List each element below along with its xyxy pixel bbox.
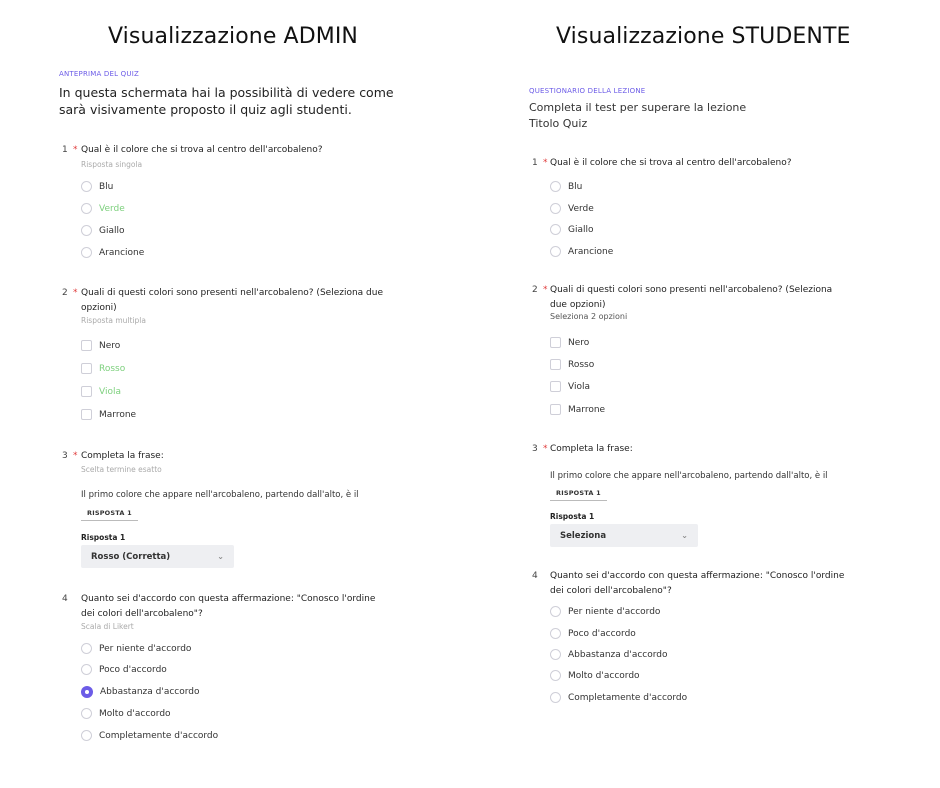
checkbox[interactable] — [81, 340, 92, 351]
option-label: Poco d'accordo — [568, 628, 636, 639]
checkbox-option[interactable] — [550, 404, 605, 415]
checkbox[interactable] — [81, 386, 92, 397]
option-label: Completamente d'accordo — [568, 692, 688, 703]
question-number: 4 — [62, 594, 68, 604]
option-label: Arancione — [99, 247, 145, 258]
checkbox[interactable] — [550, 381, 561, 392]
question-number: 3 — [532, 444, 538, 454]
fill-in-sentence: Il primo colore che appare nell'arcobaleno, partendo dall'alto, è il — [81, 490, 359, 500]
question-text: Completa la frase: — [81, 451, 164, 461]
question-type-hint: Risposta singola — [81, 160, 143, 169]
chevron-down-icon: ⌄ — [681, 531, 688, 540]
likert-option[interactable] — [81, 730, 218, 741]
question-text: Quali di questi colori sono presenti nell'arcobaleno? (Seleziona due opzioni) — [81, 288, 384, 313]
checkbox-option[interactable] — [81, 409, 136, 420]
checkbox-option[interactable] — [550, 337, 589, 348]
radio-button[interactable] — [550, 224, 561, 235]
checkbox[interactable] — [550, 359, 561, 370]
question-text: Quanto sei d'accordo con questa affermazione: "Conosco l'ordine dei colori dell'arcobaleno"? — [81, 594, 376, 619]
question-type-hint: Scala di Likert — [81, 622, 134, 631]
option-label: Nero — [99, 340, 121, 351]
option-label: Arancione — [568, 246, 614, 257]
answer-label: Risposta 1 — [81, 533, 126, 542]
radio-option[interactable] — [550, 224, 594, 235]
likert-option[interactable] — [550, 692, 687, 703]
option-label: Nero — [568, 337, 590, 348]
required-marker: * — [73, 288, 78, 298]
option-label: Poco d'accordo — [99, 664, 167, 675]
admin-intro: In questa schermata hai la possibilità di vedere come sarà visivamente proposto il quiz agli studenti. — [59, 85, 394, 117]
option-label: Blu — [99, 181, 114, 192]
option-label: Marrone — [568, 404, 606, 415]
answer-select[interactable] — [81, 545, 234, 568]
checkbox-option[interactable] — [81, 340, 120, 351]
question-type-hint: Scelta termine esatto — [81, 465, 162, 474]
radio-button[interactable] — [81, 730, 92, 741]
radio-button[interactable] — [550, 246, 561, 257]
likert-option[interactable] — [550, 628, 636, 639]
question-number: 2 — [62, 288, 68, 298]
option-label: Per niente d'accordo — [568, 606, 661, 617]
radio-button[interactable] — [81, 664, 92, 675]
radio-button[interactable] — [81, 643, 92, 654]
option-label: Verde — [99, 203, 125, 214]
radio-option[interactable] — [81, 247, 144, 258]
likert-option-selected[interactable] — [81, 686, 200, 698]
question-number: 1 — [62, 145, 68, 155]
radio-option[interactable] — [550, 203, 594, 214]
option-label: Viola — [568, 381, 590, 392]
required-marker: * — [543, 285, 548, 295]
option-label: Giallo — [99, 225, 125, 236]
option-label: Marrone — [99, 409, 137, 420]
radio-button[interactable] — [81, 708, 92, 719]
admin-eyebrow: ANTEPRIMA DEL QUIZ — [59, 70, 139, 78]
checkbox[interactable] — [550, 337, 561, 348]
radio-button[interactable] — [81, 203, 92, 214]
option-label: Blu — [568, 181, 583, 192]
likert-option[interactable] — [81, 708, 171, 719]
radio-option[interactable] — [550, 181, 582, 192]
required-marker: * — [73, 451, 78, 461]
likert-option[interactable] — [81, 664, 167, 675]
question-number: 2 — [532, 285, 538, 295]
question-type-hint: Risposta multipla — [81, 316, 146, 325]
option-label: Rosso — [99, 363, 126, 374]
select-value: Seleziona — [560, 530, 607, 541]
question-number: 1 — [532, 158, 538, 168]
checkbox[interactable] — [550, 404, 561, 415]
option-label: Abbastanza d'accordo — [100, 687, 200, 697]
radio-button[interactable] — [81, 181, 92, 192]
select-value: Rosso (Corretta) — [91, 551, 171, 562]
radio-button[interactable] — [550, 203, 561, 214]
likert-option[interactable] — [550, 606, 660, 617]
option-label: Molto d'accordo — [568, 670, 640, 681]
option-label: Completamente d'accordo — [99, 730, 219, 741]
required-marker: * — [543, 444, 548, 454]
checkbox-option-correct[interactable] — [81, 386, 121, 397]
question-text: Qual è il colore che si trova al centro dell'arcobaleno? — [550, 158, 792, 168]
option-label: Giallo — [568, 224, 594, 235]
likert-option[interactable] — [550, 649, 668, 660]
student-view-title: Visualizzazione STUDENTE — [556, 24, 851, 49]
answer-select[interactable] — [550, 524, 698, 547]
option-label: Rosso — [568, 359, 595, 370]
radio-button-selected[interactable] — [81, 686, 93, 698]
radio-button[interactable] — [550, 606, 561, 617]
checkbox-option[interactable] — [550, 381, 590, 392]
question-text: Completa la frase: — [550, 444, 633, 454]
required-marker: * — [543, 158, 548, 168]
radio-button[interactable] — [81, 247, 92, 258]
quiz-title: Titolo Quiz — [529, 117, 588, 130]
option-label: Per niente d'accordo — [99, 643, 192, 654]
radio-button[interactable] — [550, 692, 561, 703]
radio-button[interactable] — [81, 225, 92, 236]
answer-label: Risposta 1 — [550, 512, 595, 521]
question-number: 4 — [532, 571, 538, 581]
chevron-down-icon: ⌄ — [217, 552, 224, 561]
radio-option[interactable] — [81, 181, 113, 192]
checkbox[interactable] — [81, 363, 92, 374]
option-label: Viola — [99, 386, 121, 397]
checkbox-option-correct[interactable] — [81, 363, 125, 374]
option-label: Abbastanza d'accordo — [568, 649, 668, 660]
likert-option[interactable] — [81, 643, 191, 654]
answer-blank: RISPOSTA 1 — [81, 509, 138, 521]
radio-button[interactable] — [550, 670, 561, 681]
checkbox-option[interactable] — [550, 359, 594, 370]
likert-option[interactable] — [550, 670, 640, 681]
radio-button[interactable] — [550, 649, 561, 660]
answer-blank: RISPOSTA 1 — [550, 489, 607, 501]
radio-option[interactable] — [550, 246, 613, 257]
radio-option-correct[interactable] — [81, 203, 125, 214]
option-label: Verde — [568, 203, 594, 214]
student-intro: Completa il test per superare la lezione — [529, 101, 747, 114]
radio-option[interactable] — [81, 225, 125, 236]
fill-in-sentence: Il primo colore che appare nell'arcobaleno, partendo dall'alto, è il — [550, 471, 828, 481]
radio-button[interactable] — [550, 181, 561, 192]
question-number: 3 — [62, 451, 68, 461]
option-label: Molto d'accordo — [99, 708, 171, 719]
checkbox[interactable] — [81, 409, 92, 420]
admin-view-title: Visualizzazione ADMIN — [108, 24, 358, 49]
question-text: Qual è il colore che si trova al centro dell'arcobaleno? — [81, 145, 323, 155]
question-text: Quali di questi colori sono presenti nell'arcobaleno? (Seleziona due opzioni) — [550, 285, 833, 310]
selection-hint: Seleziona 2 opzioni — [550, 312, 628, 321]
radio-button[interactable] — [550, 628, 561, 639]
required-marker: * — [73, 145, 78, 155]
question-text: Quanto sei d'accordo con questa affermazione: "Conosco l'ordine dei colori dell'arcobaleno"? — [550, 571, 845, 596]
student-eyebrow: QUESTIONARIO DELLA LEZIONE — [529, 87, 646, 95]
